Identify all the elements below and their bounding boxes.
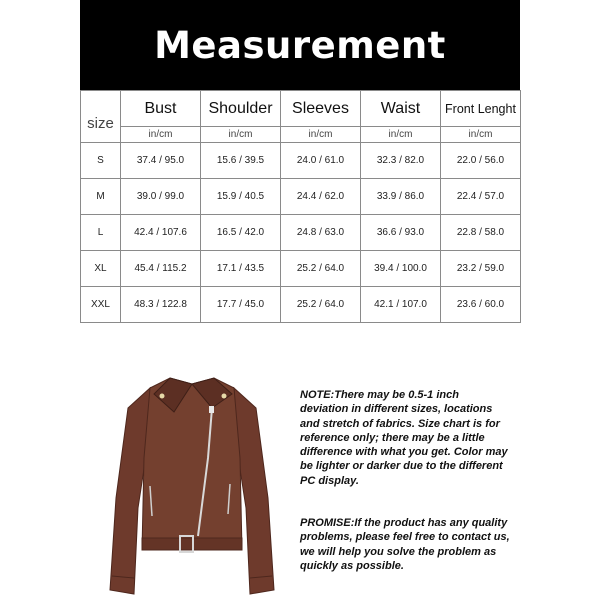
table-cell: 16.5 / 42.0: [201, 215, 281, 251]
unit-label: in/cm: [281, 127, 361, 143]
table-row: [81, 179, 521, 215]
size-label: L: [81, 215, 121, 251]
unit-label: in/cm: [121, 127, 201, 143]
table-cell: 25.2 / 64.0: [281, 287, 361, 323]
moto-jacket-illustration: [100, 368, 284, 600]
size-label: S: [81, 143, 121, 179]
table-row: [81, 251, 521, 287]
table-cell: 36.6 / 93.0: [361, 215, 441, 251]
column-header-front-length: Front Lenght: [441, 91, 521, 127]
unit-label: in/cm: [361, 127, 441, 143]
table-cell: 23.2 / 59.0: [441, 251, 521, 287]
size-label: M: [81, 179, 121, 215]
column-header-waist: Waist: [361, 91, 441, 127]
size-column-header: size: [81, 91, 121, 143]
table-row: [81, 215, 521, 251]
table-cell: 15.9 / 40.5: [201, 179, 281, 215]
table-row: [81, 287, 521, 323]
table-cell: 42.4 / 107.6: [121, 215, 201, 251]
unit-label: in/cm: [201, 127, 281, 143]
unit-row: [81, 127, 521, 143]
table-cell: 25.2 / 64.0: [281, 251, 361, 287]
promise-note-text: PROMISE:If the product has any quality problems, please feel free to contact us, we will help you solve the problem as quickly as possible.: [300, 517, 510, 572]
title-banner: [80, 0, 520, 90]
size-label: XXL: [81, 287, 121, 323]
table-cell: 22.0 / 56.0: [441, 143, 521, 179]
table-cell: 42.1 / 107.0: [361, 287, 441, 323]
table-cell: 22.8 / 58.0: [441, 215, 521, 251]
table-cell: 39.0 / 99.0: [121, 179, 201, 215]
page-title: Measurement: [154, 23, 446, 67]
size-note-text: NOTE:There may be 0.5-1 inch deviation in different sizes, locations and stretch of fabrics. Size chart is for reference only; there may be a little difference with what you get. Color may be lighter or darker due to the different PC display.: [300, 389, 508, 487]
table-cell: 39.4 / 100.0: [361, 251, 441, 287]
table-header-row: [81, 91, 521, 127]
table-cell: 32.3 / 82.0: [361, 143, 441, 179]
table-cell: 24.0 / 61.0: [281, 143, 361, 179]
table-cell: 15.6 / 39.5: [201, 143, 281, 179]
table-row: [81, 143, 521, 179]
column-header-sleeves: Sleeves: [281, 91, 361, 127]
table-cell: 17.1 / 43.5: [201, 251, 281, 287]
table-cell: 45.4 / 115.2: [121, 251, 201, 287]
table-cell: 48.3 / 122.8: [121, 287, 201, 323]
jacket-image: [100, 368, 284, 600]
unit-label: in/cm: [441, 127, 521, 143]
table-cell: 23.6 / 60.0: [441, 287, 521, 323]
size-chart-table: [80, 90, 521, 323]
column-header-bust: Bust: [121, 91, 201, 127]
table-cell: 17.7 / 45.0: [201, 287, 281, 323]
table-cell: 33.9 / 86.0: [361, 179, 441, 215]
table-cell: 22.4 / 57.0: [441, 179, 521, 215]
table-cell: 24.4 / 62.0: [281, 179, 361, 215]
table-cell: 24.8 / 63.0: [281, 215, 361, 251]
column-header-shoulder: Shoulder: [201, 91, 281, 127]
size-label: XL: [81, 251, 121, 287]
table-cell: 37.4 / 95.0: [121, 143, 201, 179]
